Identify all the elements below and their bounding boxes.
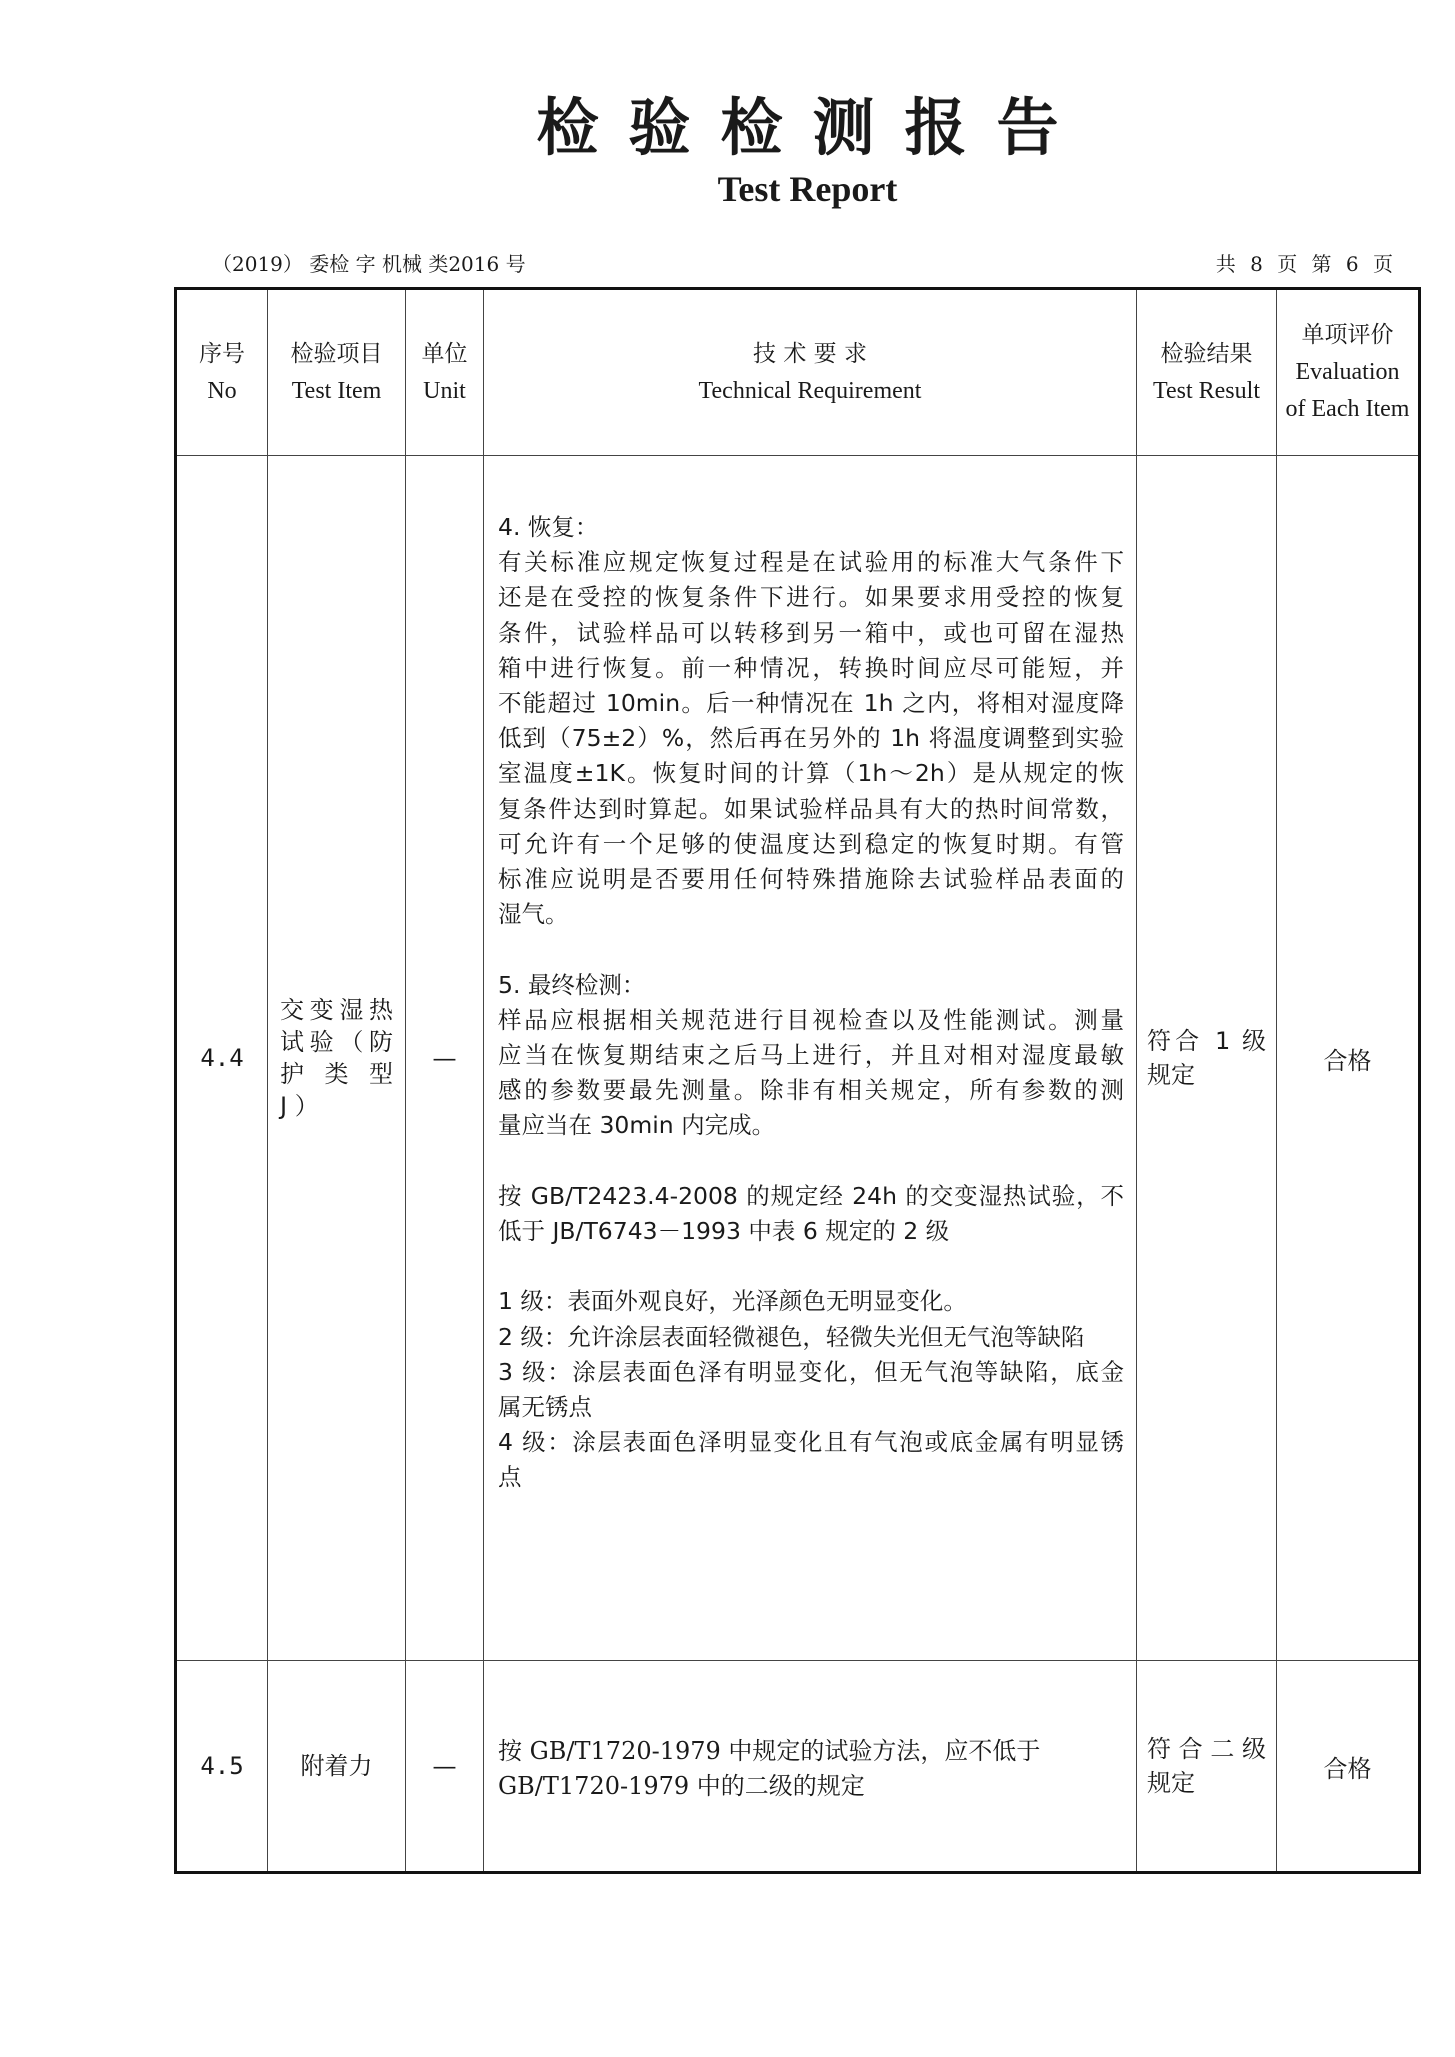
requirement-line: 3 级：涂层表面色泽有明显变化，但无气泡等缺陷，底金 bbox=[498, 1357, 1124, 1386]
requirement-line: 按 GB/T2423.4-2008 的规定经 24h 的交变湿热试验，不 bbox=[498, 1181, 1124, 1210]
row-number: 4.4 bbox=[176, 456, 268, 1661]
requirement-line: 有关标准应规定恢复过程是在试验用的标准大气条件下 bbox=[498, 548, 1124, 577]
requirement-line: 低于 JB/T6743－1993 中表 6 规定的 2 级 bbox=[498, 1217, 950, 1246]
table-header-row bbox=[176, 289, 1420, 456]
requirement-line: 1720-1979 中的二级的规定 bbox=[558, 1772, 865, 1800]
column-header-en: Evaluation of Each Item bbox=[1285, 359, 1410, 422]
paragraph-gap bbox=[498, 932, 1124, 967]
column-header-en: Test Item bbox=[291, 377, 382, 404]
table-row bbox=[176, 456, 1420, 1661]
table-row bbox=[176, 1661, 1420, 1873]
requirement-line: 标准应说明是否要用任何特殊措施除去试验样品表面的 bbox=[498, 865, 1124, 894]
requirement-line: 低到（75±2）%，然后再在另外的 1h 将温度调整到实验 bbox=[498, 724, 1124, 753]
page-info: 共 8 页 第 6 页 bbox=[1215, 252, 1397, 276]
requirement-line: 样品应根据相关规范进行目视检查以及性能测试。测量 bbox=[498, 1005, 1124, 1034]
requirement-line: 可允许有一个足够的使温度达到稳定的恢复时期。有管 bbox=[498, 829, 1124, 858]
column-header-cn: 检验项目 bbox=[290, 340, 383, 367]
evaluation: 合格 bbox=[1277, 1661, 1420, 1873]
test-item-line: 护 类 型 bbox=[280, 1060, 393, 1088]
column-header-en: Technical Requirement bbox=[698, 377, 922, 404]
column-header-en: Unit bbox=[423, 377, 466, 404]
technical-requirement bbox=[484, 1661, 1137, 1873]
report-title: 检验检测报告 bbox=[536, 91, 1089, 164]
test-result bbox=[1137, 1661, 1277, 1873]
column-header-cn: 检验结果 bbox=[1160, 340, 1253, 367]
column-header-test-item bbox=[268, 289, 406, 456]
column-header-technical-requirement bbox=[484, 289, 1137, 456]
report-subtitle: Test Report bbox=[717, 169, 898, 209]
paragraph-gap bbox=[498, 1249, 1124, 1284]
test-result-line: 符合 1 级 bbox=[1147, 1027, 1266, 1055]
requirement-line: 还是在受控的恢复条件下进行。如果要求用受控的恢复 bbox=[498, 583, 1124, 612]
evaluation: 合格 bbox=[1277, 456, 1420, 1661]
requirement-line: 属无锈点 bbox=[498, 1393, 592, 1422]
requirement-line: 复条件达到时算起。如果试验样品具有大的热时间常数， bbox=[498, 794, 1124, 823]
test-item-line: J ） bbox=[280, 1092, 319, 1120]
requirement-line: 量应当在 30min 内完成。 bbox=[498, 1111, 776, 1140]
paragraph-gap bbox=[498, 1144, 1124, 1179]
requirement-line: 不能超过 10min。后一种情况在 1h 之内，将相对湿度降 bbox=[498, 689, 1124, 718]
requirement-line: 1 级：表面外观良好，光泽颜色无明显变化。 bbox=[498, 1287, 967, 1316]
column-header-cn: 序号 bbox=[199, 340, 245, 367]
test-item-line: 附着力 bbox=[300, 1752, 373, 1780]
report-reference-number: （2019） 委检 字 机械 类2016 号 bbox=[212, 252, 526, 276]
test-item-line: 交变湿热 bbox=[280, 996, 393, 1024]
test-result bbox=[1137, 456, 1277, 1661]
requirement-line: 2 级：允许涂层表面轻微褪色，轻微失光但无气泡等缺陷 bbox=[498, 1322, 1085, 1351]
test-item bbox=[268, 456, 406, 1661]
column-header-cn: 单项评价 bbox=[1301, 322, 1394, 348]
test-result-line: 规定 bbox=[1147, 1769, 1195, 1797]
column-header-no bbox=[176, 289, 268, 456]
requirement-line: 点 bbox=[498, 1463, 522, 1492]
requirement-line: 湿气。 bbox=[498, 900, 569, 929]
requirement-line: 室温度±1K。恢复时间的计算（1h～2h）是从规定的恢 bbox=[498, 759, 1124, 788]
column-header-cn: 单位 bbox=[421, 340, 468, 367]
requirement-line: 5. 最终检测： bbox=[498, 970, 646, 999]
test-item bbox=[268, 1661, 406, 1873]
column-header-evaluation bbox=[1277, 289, 1420, 456]
test-result-line: 规定 bbox=[1147, 1061, 1195, 1089]
requirement-line: 条件，试验样品可以转移到另一箱中，或也可留在湿热 bbox=[498, 618, 1124, 647]
row-number: 4.5 bbox=[176, 1661, 268, 1873]
column-header-cn: 技 术 要 求 bbox=[753, 340, 867, 367]
requirement-line: 感的参数要最先测量。除非有相关规定，所有参数的测 bbox=[498, 1076, 1124, 1105]
column-header-en: Test Result bbox=[1153, 377, 1260, 404]
test-item-line: 试验（防 bbox=[280, 1028, 393, 1056]
requirement-line: 4. 恢复： bbox=[498, 513, 599, 541]
requirement-line: 4 级：涂层表面色泽明显变化且有气泡或底金属有明显锈 bbox=[498, 1428, 1124, 1457]
test-report-table bbox=[174, 287, 1421, 1874]
test-result-line: 符合二级 bbox=[1147, 1735, 1266, 1763]
column-header-test-result bbox=[1137, 289, 1277, 456]
unit: — bbox=[406, 456, 484, 1661]
requirement-line: 箱中进行恢复。前一种情况，转换时间应尽可能短，并 bbox=[498, 653, 1124, 682]
unit: — bbox=[406, 1661, 484, 1873]
requirement-line: 应当在恢复期结束之后马上进行，并且对相对湿度最敏 bbox=[498, 1041, 1124, 1070]
requirement-line: 按 GB/T1720-1979 中规定的试验方法，应不低于 GB/T bbox=[498, 1737, 1041, 1800]
column-header-en: No bbox=[207, 377, 237, 404]
column-header-unit bbox=[406, 289, 484, 456]
technical-requirement bbox=[484, 456, 1137, 1661]
